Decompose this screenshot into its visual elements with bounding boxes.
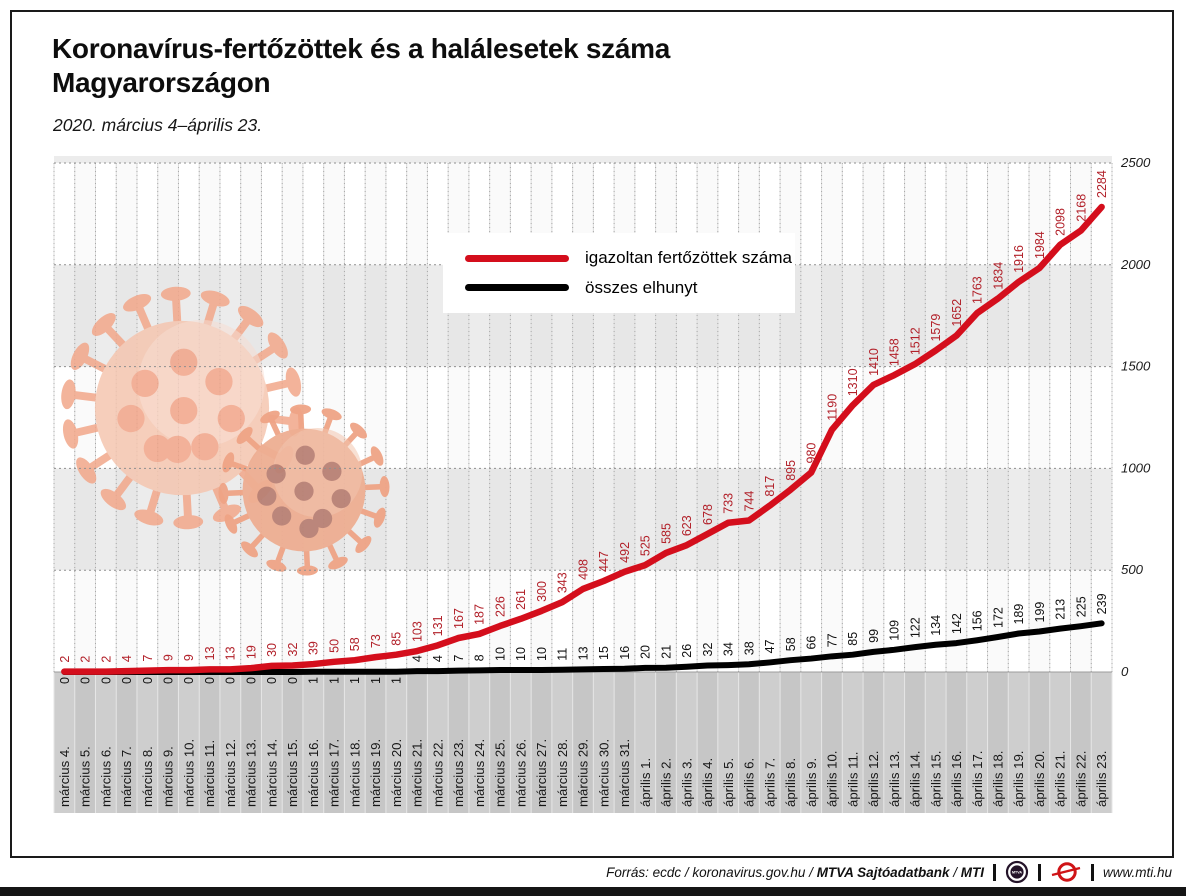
date-label: április 8. — [783, 757, 799, 807]
virus-dot — [322, 462, 341, 481]
death-value-label: 0 — [223, 677, 238, 684]
infection-value-label: 1458 — [887, 338, 902, 367]
page-title-line2: Magyarországon — [52, 67, 271, 98]
infection-value-label: 1410 — [866, 348, 881, 376]
date-range-subtitle: 2020. március 4–április 23. — [53, 115, 263, 135]
death-value-label: 1 — [368, 677, 383, 684]
date-label: március 28. — [554, 738, 570, 807]
date-label: március 30. — [596, 738, 612, 807]
infection-value-label: 73 — [368, 634, 383, 649]
date-label: április 2. — [658, 757, 674, 807]
website-link: www.mti.hu — [1102, 864, 1172, 880]
date-label: április 3. — [679, 757, 695, 807]
date-label: március 23. — [451, 738, 467, 807]
virus-dot — [294, 482, 313, 501]
date-label: április 5. — [720, 757, 736, 807]
date-label: április 9. — [803, 757, 819, 807]
infection-value-label: 9 — [182, 654, 197, 662]
infection-value-label: 525 — [638, 535, 653, 557]
death-value-label: 10 — [514, 647, 529, 661]
virus-dot — [170, 349, 197, 376]
date-label: április 19. — [1011, 750, 1027, 807]
infection-value-label: 343 — [555, 572, 570, 594]
date-label: április 15. — [928, 750, 944, 807]
infection-value-label: 131 — [431, 615, 446, 637]
death-value-label: 16 — [617, 645, 632, 660]
footer-divider — [1091, 864, 1094, 881]
virus-dot — [272, 506, 291, 525]
infected-line-swatch — [465, 255, 569, 262]
infection-value-label: 58 — [348, 637, 363, 652]
death-value-label: 1 — [306, 677, 321, 684]
date-label: április 13. — [886, 750, 902, 807]
date-label: március 31. — [617, 738, 633, 807]
infection-value-label: 1579 — [929, 313, 944, 342]
death-value-label: 142 — [949, 613, 964, 635]
date-label: március 21. — [409, 738, 425, 807]
date-label: március 25. — [492, 738, 508, 807]
infection-value-label: 447 — [597, 551, 612, 572]
infection-value-label: 103 — [410, 621, 425, 643]
infection-value-label: 1512 — [908, 327, 923, 356]
death-value-label: 172 — [991, 607, 1006, 628]
date-label: március 13. — [243, 738, 259, 807]
death-value-label: 4 — [410, 655, 425, 663]
date-label: április 7. — [762, 757, 778, 807]
date-label: március 7. — [119, 746, 135, 807]
death-value-label: 213 — [1053, 598, 1068, 620]
death-value-label: 225 — [1074, 596, 1089, 618]
footer — [606, 860, 1172, 884]
date-label: április 1. — [637, 757, 653, 807]
death-value-label: 77 — [825, 633, 840, 648]
death-value-label: 0 — [265, 677, 280, 684]
y-axis-tick-label: 1500 — [1121, 358, 1151, 374]
death-value-label: 13 — [576, 646, 591, 661]
date-label: április 12. — [866, 750, 882, 807]
date-label: április 14. — [907, 750, 923, 807]
death-value-label: 8 — [472, 654, 487, 662]
death-value-label: 7 — [451, 654, 466, 662]
infection-value-label: 1652 — [949, 298, 964, 327]
deaths-line-swatch — [465, 284, 569, 291]
virus-dot — [332, 489, 351, 508]
death-value-label: 47 — [763, 639, 778, 654]
date-label: március 12. — [222, 738, 238, 807]
date-label: március 26. — [513, 738, 529, 807]
date-label: április 17. — [969, 750, 985, 807]
infection-value-label: 1310 — [846, 368, 861, 397]
infection-value-label: 19 — [244, 645, 259, 660]
infection-value-label: 187 — [472, 604, 487, 625]
y-axis-tick-label: 0 — [1121, 664, 1129, 679]
death-value-label: 0 — [57, 677, 72, 684]
legend-label-infected: igazoltan fertőzöttek száma — [585, 248, 792, 268]
infection-value-label: 492 — [617, 541, 632, 563]
column-tint — [365, 163, 386, 672]
death-value-label: 99 — [866, 628, 881, 643]
infection-value-label: 167 — [451, 608, 466, 629]
infection-value-label: 2 — [57, 655, 72, 663]
mtva-logo — [1005, 860, 1029, 884]
infection-value-label: 2098 — [1053, 208, 1068, 236]
infection-value-label: 623 — [680, 515, 695, 537]
death-value-label: 134 — [929, 614, 944, 636]
infection-value-label: 300 — [534, 581, 549, 602]
date-label: március 15. — [285, 738, 301, 807]
infection-value-label: 50 — [327, 638, 342, 653]
death-value-label: 10 — [493, 647, 508, 661]
date-label: április 10. — [824, 750, 840, 807]
infection-value-label: 2 — [99, 655, 114, 663]
date-label: március 5. — [77, 746, 93, 807]
infection-value-label: 678 — [700, 504, 715, 525]
date-label: március 29. — [575, 738, 591, 807]
legend-item-deaths — [465, 278, 795, 298]
date-label: március 9. — [160, 746, 176, 807]
date-label: március 19. — [368, 738, 384, 807]
page-title-line1: Koronavírus-fertőzöttek és a halálesetek száma — [52, 33, 671, 64]
death-value-label: 0 — [161, 677, 176, 684]
virus-watermark-illustration — [218, 404, 390, 576]
death-value-label: 0 — [99, 677, 114, 684]
date-label: március 16. — [305, 738, 321, 807]
column-tint — [75, 163, 96, 672]
source-credit — [606, 865, 984, 880]
band — [54, 156, 1112, 163]
infection-value-label: 1834 — [991, 261, 1006, 290]
legend — [443, 233, 795, 313]
death-value-label: 0 — [182, 677, 197, 684]
infection-value-label: 2168 — [1074, 193, 1089, 222]
infection-value-label: 1984 — [1032, 231, 1047, 260]
legend-item-infected — [465, 248, 795, 268]
footer-divider — [1038, 864, 1041, 881]
infection-value-label: 733 — [721, 492, 736, 514]
infection-value-label: 980 — [804, 442, 819, 464]
date-label: április 21. — [1052, 750, 1068, 807]
death-value-label: 85 — [846, 631, 861, 646]
death-value-label: 34 — [721, 642, 736, 657]
virus-dot — [117, 405, 144, 432]
date-label: március 20. — [388, 738, 404, 807]
infection-value-label: 39 — [306, 641, 321, 656]
virus-dot — [296, 446, 315, 465]
date-label: március 14. — [264, 738, 280, 807]
death-value-label: 38 — [742, 641, 757, 656]
infection-value-label: 9 — [161, 654, 176, 662]
mtva-logo-text: MTVA — [1012, 870, 1022, 875]
infection-value-label: 2 — [78, 655, 93, 663]
title-block — [52, 32, 670, 100]
date-label: március 18. — [347, 738, 363, 807]
infection-value-label: 585 — [659, 523, 674, 544]
date-label: április 23. — [1094, 750, 1110, 807]
column-tint — [905, 163, 926, 672]
source-mtva-text: MTVA Sajtóadatbank — [816, 864, 950, 880]
date-label: március 27. — [534, 738, 550, 807]
infection-value-label: 1916 — [1012, 245, 1027, 273]
y-axis-tick-label: 2500 — [1121, 155, 1151, 170]
infection-value-label: 85 — [389, 631, 404, 646]
death-value-label: 0 — [120, 677, 135, 684]
date-label: április 11. — [845, 751, 861, 807]
date-label: március 4. — [56, 746, 72, 807]
death-value-label: 66 — [804, 635, 819, 650]
infection-value-label: 1763 — [970, 276, 985, 305]
column-tint — [946, 163, 967, 672]
death-value-label: 1 — [348, 677, 363, 684]
source-text: Forrás: ecdc / koronavirus.gov.hu / — [606, 864, 817, 880]
column-tint — [988, 163, 1009, 672]
death-value-label: 26 — [680, 643, 695, 658]
infection-value-label: 744 — [742, 490, 757, 512]
virus-dot — [266, 464, 285, 483]
virus-dot — [164, 436, 191, 463]
death-value-label: 0 — [140, 677, 155, 684]
infection-value-label: 226 — [493, 596, 508, 617]
virus-dot — [218, 405, 245, 432]
death-value-label: 0 — [244, 677, 259, 684]
death-value-label: 58 — [783, 637, 798, 652]
footer-divider — [993, 864, 996, 881]
date-label: március 11. — [202, 739, 218, 807]
legend-label-deaths: összes elhunyt — [585, 277, 698, 297]
infection-value-label: 1190 — [825, 393, 840, 421]
column-tint — [863, 163, 884, 672]
virus-dot — [191, 433, 218, 460]
infection-value-label: 13 — [223, 646, 238, 661]
death-value-label: 0 — [202, 677, 217, 684]
death-value-label: 156 — [970, 610, 985, 632]
death-value-label: 1 — [389, 677, 404, 684]
date-label: április 4. — [700, 757, 716, 807]
death-value-label: 239 — [1095, 593, 1110, 615]
date-label: április 16. — [949, 750, 965, 807]
infection-value-label: 4 — [120, 655, 135, 663]
death-value-label: 32 — [700, 642, 715, 657]
death-value-label: 0 — [285, 677, 300, 684]
death-value-label: 109 — [887, 619, 902, 641]
infection-value-label: 895 — [783, 459, 798, 481]
death-value-label: 0 — [78, 677, 93, 684]
death-value-label: 4 — [431, 655, 446, 663]
death-value-label: 10 — [534, 647, 549, 661]
bottom-black-bar — [0, 887, 1186, 896]
death-value-label: 1 — [327, 677, 342, 684]
virus-dot — [131, 370, 158, 397]
virus-dot — [299, 519, 318, 538]
y-axis-tick-label: 500 — [1121, 562, 1144, 578]
virus-dot — [257, 487, 276, 506]
death-value-label: 122 — [908, 617, 923, 639]
death-value-label: 199 — [1032, 601, 1047, 623]
death-value-label: 11 — [555, 647, 570, 661]
date-label: április 6. — [741, 757, 757, 807]
date-label: április 22. — [1073, 750, 1089, 807]
y-axis-tick-label: 2000 — [1121, 256, 1151, 272]
source-separator-text: / — [949, 864, 961, 880]
date-label: április 18. — [990, 750, 1006, 807]
virus-dot — [170, 397, 197, 424]
virus-dot — [205, 368, 232, 395]
infection-value-label: 7 — [140, 654, 155, 662]
column-tint — [407, 163, 428, 672]
date-label: március 22. — [430, 738, 446, 807]
date-label: március 6. — [98, 746, 114, 807]
date-label: március 8. — [139, 746, 155, 807]
y-axis-tick-label: 1000 — [1121, 460, 1151, 476]
date-label: március 17. — [326, 738, 342, 807]
infection-value-label: 261 — [514, 589, 529, 610]
date-label: március 10. — [181, 738, 197, 807]
date-label: április 20. — [1031, 750, 1047, 807]
death-value-label: 15 — [597, 646, 612, 660]
infection-value-label: 2284 — [1095, 170, 1110, 198]
infection-value-label: 30 — [265, 642, 280, 657]
infection-value-label: 408 — [576, 559, 591, 580]
mti-logo — [1050, 860, 1082, 884]
infection-value-label: 32 — [285, 642, 300, 657]
infection-value-label: 13 — [202, 646, 217, 661]
infection-value-label: 817 — [763, 475, 778, 497]
date-label: március 24. — [471, 738, 487, 807]
source-mti-text: MTI — [960, 864, 984, 880]
death-value-label: 21 — [659, 644, 674, 659]
death-value-label: 20 — [638, 645, 653, 659]
death-value-label: 189 — [1012, 603, 1027, 625]
